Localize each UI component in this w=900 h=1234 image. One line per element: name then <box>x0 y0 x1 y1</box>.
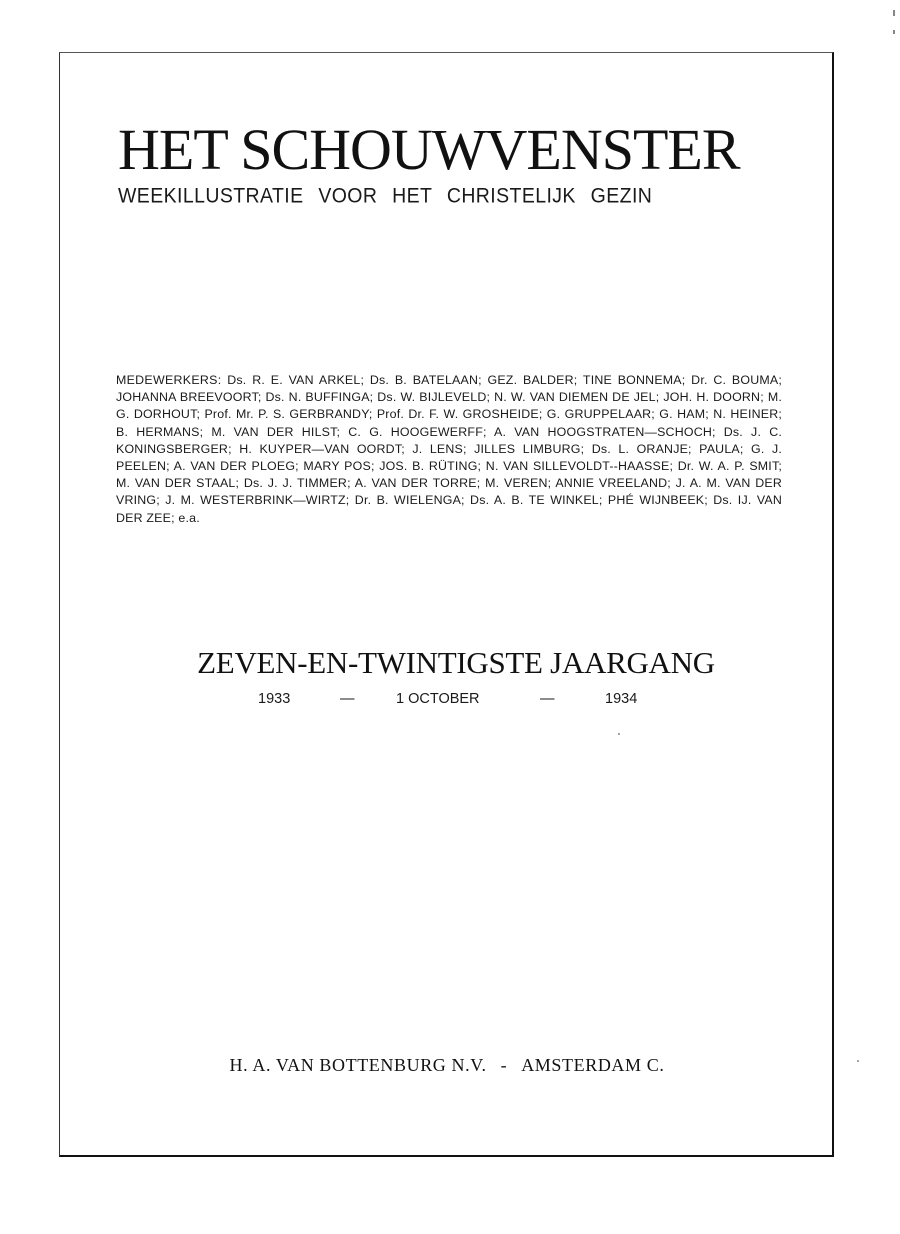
scan-speck <box>857 1060 859 1062</box>
date-dash-2: — <box>540 691 555 707</box>
publisher-name: H. A. VAN BOTTENBURG N.V. <box>229 1055 487 1075</box>
magazine-subtitle: WEEKILLUSTRATIE VOOR HET CHRISTELIJK GEZIN <box>118 184 653 208</box>
contributors-list <box>116 372 782 527</box>
end-year: 1934 <box>605 691 638 707</box>
magazine-title: HET SCHOUWVENSTER <box>118 117 740 182</box>
volume-dates <box>0 689 900 709</box>
page-border-frame <box>59 52 834 1157</box>
start-year: 1933 <box>258 691 291 707</box>
start-date: 1 OCTOBER <box>396 691 480 707</box>
scan-speck <box>893 30 895 34</box>
publisher-separator: - <box>500 1055 508 1075</box>
contributors-label: MEDEWERKERS: <box>116 373 222 387</box>
publisher-city: AMSTERDAM C. <box>521 1055 665 1075</box>
publisher-line <box>0 1053 900 1077</box>
date-dash-1: — <box>340 691 355 707</box>
contributors-names: Ds. R. E. VAN ARKEL; Ds. B. BATELAAN; GEZ. BALDER; TINE BONNEMA; Dr. C. BOUMA; JOHANNA BREEVOORT; Ds. N. BUFFINGA; Ds. W. BIJLEVELD; N. W. VAN DIEMEN DE JEL; JOH. H. DOORN; M. G. DORHOUT; Prof. Mr. P. S. GERBRANDY; Prof. Dr. F. W. GROSHEIDE; G. GRUPPELAAR; G. HAM; N. HEINER; B. HERMANS; M. VAN DER HILST; C. G. HOOGEWERFF; A. VAN HOOGSTRATEN—SCHOCH; Ds. J. C. KONINGSBERGER; H. KUYPER—VAN OORDT; J. LENS; JILLES LIMBURG; Ds. L. ORANJE; PAULA; G. J. PEELEN; A. VAN DER PLOEG; MARY POS; JOS. B. RÜTING; N. VAN SILLEVOLDT--HAASSE; Dr. W. A. P. SMIT; M. VAN DER STAAL; Ds. J. J. TIMMER; A. VAN DER TORRE; M. VEREN; ANNIE VREELAND; J. A. M. VAN DER VRING; J. M. WESTERBRINK—WIRTZ; Dr. B. WIELENGA; Ds. A. B. TE WINKEL; PHÉ WIJNBEEK; Ds. IJ. VAN DER ZEE; e.a. <box>116 373 782 525</box>
volume-heading: ZEVEN-EN-TWINTIGSTE JAARGANG <box>197 645 715 680</box>
scan-speck <box>618 733 620 735</box>
scan-speck <box>893 10 895 16</box>
